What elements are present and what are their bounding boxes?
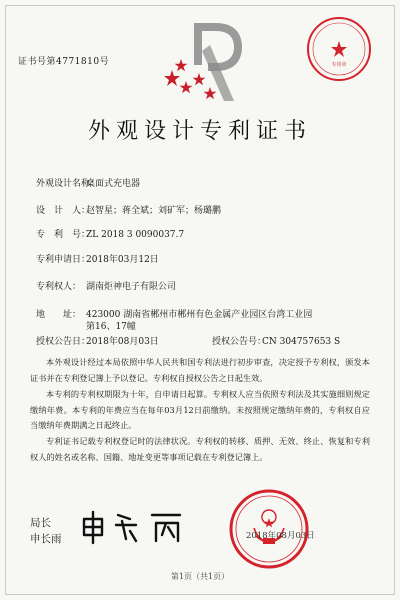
application-date-field [36,252,159,265]
certificate-number: 证书号第4771810号 [18,57,110,67]
patent-office-logo [150,15,250,110]
director-signature [78,509,188,545]
field-label: 专利权人： [36,282,82,292]
field-label: 授权公告号： [212,337,267,347]
page-number: 第1页（共1页） [170,572,230,581]
field-value: 赵智星；蒋全斌；刘矿军；杨璐鹏 [86,206,222,216]
design-name-field [36,176,140,189]
field-label: 专 利 号： [36,230,91,240]
patent-number-field [36,227,184,240]
field-value: 2018年08月03日 [86,337,159,347]
paragraph-status: 专利证书记载专利权登记时的法律状况。专利权的转移、质押、无效、终止、恢复和专利权人的姓名或名称、国籍、地址变更等事项记载在专利登记簿上。 [30,436,370,462]
grant-date-field [36,334,159,347]
designer-field [36,203,221,216]
director-title: 局长 [30,517,51,529]
field-value: ZL 2018 3 0090037.7 [86,230,185,240]
director-name: 申长雨 [30,533,62,545]
stamp-date: 2018年08月03日 [246,531,315,541]
field-value: 2018年03月12日 [86,255,159,265]
paragraph-grant: 本外观设计经过本局依照中华人民共和国专利法进行初步审查，决定授予专利权，颁发本证书并在专利登记簿上予以登记。专利权自授权公告之日起生效。 [30,357,370,383]
special-seal-stamp [304,14,374,84]
address-line-2 [86,319,136,332]
paragraph-term: 本专利的专利权期限为十年，自申请日起算。专利权人应当依照专利法及其实施细则规定缴纳年费。本专利的年费应当在每年03月12日前缴纳。未按照规定缴纳年费的，专利权自应当缴纳年费期满之日起终止。 [30,389,370,430]
field-value: 第16、17幢 [86,322,136,332]
field-label: 外观设计名称： [36,179,100,189]
field-value: 桌面式充电器 [86,179,141,189]
address-field [36,307,312,320]
field-value: CN 304757653 S [262,337,341,347]
grant-number-field [212,334,340,347]
field-label: 授权公告日： [36,337,91,347]
field-label: 地 址： [36,310,82,320]
svg-text:专用章: 专用章 [331,62,347,68]
field-label: 设 计 人： [36,206,91,216]
field-value: 423000 湖南省郴州市郴州有色金属产业园区台湾工业园 [86,310,313,320]
field-label: 专利申请日： [36,255,91,265]
field-value: 湖南炬神电子有限公司 [86,282,177,292]
patentee-field [36,279,176,292]
certificate-title: 外观设计专利证书 [87,119,312,144]
